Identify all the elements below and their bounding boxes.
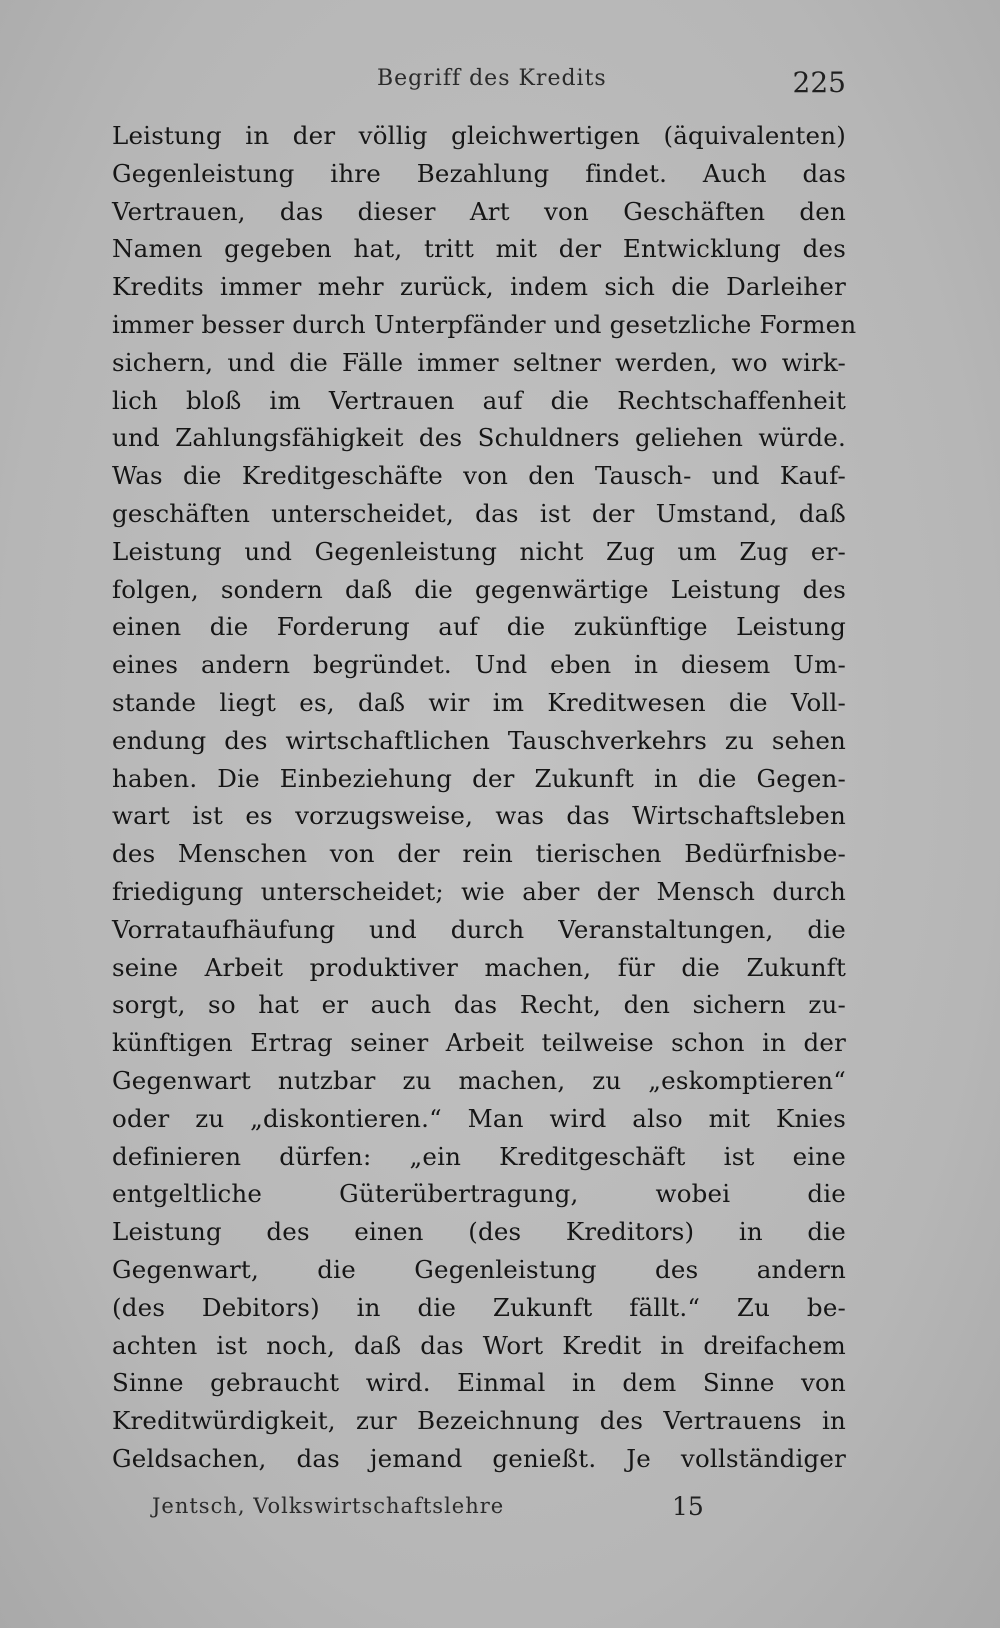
text-line: und Zahlungsfähigkeit des Schuldners geliehen würde. <box>112 423 846 453</box>
text-line: Leistung in der völlig gleichwertigen (äquivalenten) <box>112 121 846 150</box>
text-line: friedigung unterscheidet; wie aber der Mensch durch <box>112 876 846 906</box>
body-text <box>112 117 857 1478</box>
text-line: Gegenwart, die Gegenleistung des andern <box>112 1254 846 1284</box>
text-line: sorgt, so hat er auch das Recht, den sichern zu- <box>112 990 846 1020</box>
text-line: entgeltliche Güterübertragung, wobei die <box>112 1179 846 1209</box>
text-line: lich bloß im Vertrauen auf die Rechtschaffenheit <box>112 385 846 415</box>
text-line: seine Arbeit produktiver machen, für die Zukunft <box>112 952 846 982</box>
text-line: künftigen Ertrag seiner Arbeit teilweise schon in der <box>112 1028 846 1058</box>
text-line: achten ist noch, daß das Wort Kredit in dreifachem <box>112 1330 846 1360</box>
text-line: stande liegt es, daß wir im Kreditwesen die Voll- <box>112 687 846 717</box>
page-footer <box>112 1488 846 1528</box>
text-line: endung des wirtschaftlichen Tauschverkehrs zu sehen <box>112 725 846 755</box>
page-header <box>112 60 846 104</box>
running-title: Begriff des Kredits <box>377 66 607 91</box>
text-line: Gegenwart nutzbar zu machen, zu „eskomptieren“ <box>112 1065 846 1095</box>
text-line: Leistung und Gegenleistung nicht Zug um Zug er- <box>112 536 846 566</box>
text-line: haben. Die Einbeziehung der Zukunft in die Gegen- <box>112 763 846 793</box>
text-line: folgen, sondern daß die gegenwärtige Leistung des <box>112 574 846 604</box>
text-line: des Menschen von der rein tierischen Bedürfnisbe- <box>112 839 846 869</box>
text-line: wart ist es vorzugsweise, was das Wirtschaftsleben <box>112 801 846 831</box>
text-line: definieren dürfen: „ein Kreditgeschäft ist eine <box>112 1141 846 1171</box>
text-line: Namen gegeben hat, tritt mit der Entwicklung des <box>112 234 846 264</box>
text-line: sichern, und die Fälle immer seltner werden, wo wirk- <box>112 347 846 377</box>
text-line: Sinne gebraucht wird. Einmal in dem Sinne von <box>112 1368 846 1398</box>
text-line: immer besser durch Unterpfänder und gesetzliche Formen <box>112 309 857 339</box>
text-line: Kredits immer mehr zurück, indem sich die Darleiher <box>112 272 846 302</box>
page-number: 225 <box>792 66 846 99</box>
text-line: Vorrataufhäufung und durch Veranstaltungen, die <box>112 914 846 944</box>
text-line: Was die Kreditgeschäfte von den Tausch- und Kauf- <box>112 461 846 491</box>
text-line: Gegenleistung ihre Bezahlung findet. Auch das <box>112 158 846 188</box>
sheet-number: 15 <box>672 1492 704 1521</box>
text-line: geschäften unterscheidet, das ist der Umstand, daß <box>112 498 846 528</box>
text-line: Vertrauen, das dieser Art von Geschäften den <box>112 196 846 226</box>
text-line: einen die Forderung auf die zukünftige Leistung <box>112 612 846 642</box>
text-line: (des Debitors) in die Zukunft fällt.“ Zu be- <box>112 1292 846 1322</box>
text-line: Kreditwürdigkeit, zur Bezeichnung des Vertrauens in <box>112 1406 846 1436</box>
printer-signature: Jentsch, Volkswirtschaftslehre <box>152 1494 505 1518</box>
text-line: Geldsachen, das jemand genießt. Je vollständiger <box>112 1443 846 1473</box>
text-line: oder zu „diskontieren.“ Man wird also mit Knies <box>112 1103 846 1133</box>
text-line: Leistung des einen (des Kreditors) in die <box>112 1217 846 1247</box>
text-line: eines andern begründet. Und eben in diesem Um- <box>112 650 846 680</box>
